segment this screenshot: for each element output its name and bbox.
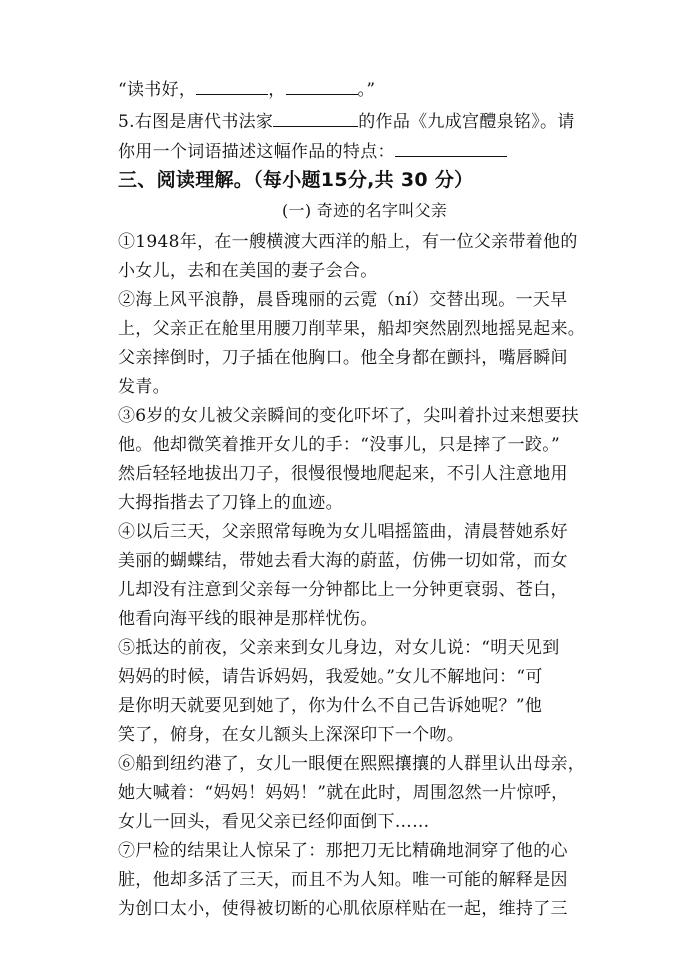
article-line: 他看向海平线的眼神是那样忧伤。 (118, 609, 378, 629)
article-line: 儿却没有注意到父亲每一分钟都比上一分钟更衰弱、苍白， (118, 580, 568, 600)
answer-blank-calligrapher[interactable] (273, 110, 358, 127)
article-line: ④以后三天，父亲照常每晚为女儿唱摇篮曲，清晨替她系好 (118, 522, 568, 542)
fill-in-text-comma: ， (268, 80, 286, 100)
answer-blank-1[interactable] (196, 78, 268, 95)
article-line: 父亲摔倒时，刀子插在他胸口。他全身都在颤抖，嘴唇瞬间 (118, 348, 568, 368)
question-5-text-c: 你用一个词语描述这幅作品的特点： (118, 142, 395, 162)
article-line: 她大喊着：“妈妈！妈妈！”就在此时，周围忽然一片惊呼， (118, 783, 569, 803)
article-line: ⑥船到纽约港了，女儿一眼便在熙熙攘攘的人群里认出母亲， (118, 754, 586, 774)
question-5-text-b: 的作品《九成宫醴泉铭》。请 (358, 112, 575, 132)
article-line: 大拇指揩去了刀锋上的血迹。 (118, 493, 343, 513)
fill-in-text-open: “读书好， (118, 80, 197, 100)
article-line: 笑了，俯身，在女儿额头上深深印下一个吻。 (118, 725, 464, 745)
article-line: 然后轻轻地拔出刀子，很慢很慢地爬起来，不引人注意地用 (118, 464, 568, 484)
article-line: 妈妈的时候，请告诉妈妈，我爱她。”女儿不解地问：“可 (118, 667, 543, 687)
answer-blank-feature[interactable] (395, 140, 507, 157)
article-line: 小女儿，去和在美国的妻子会合。 (118, 261, 378, 281)
article-line: ①1948年，在一艘横渡大西洋的船上，有一位父亲带着他的 (118, 232, 578, 252)
article-line: ⑤抵达的前夜，父亲来到女儿身边，对女儿说：“明天见到 (118, 638, 560, 658)
article-line: ③6岁的女儿被父亲瞬间的变化吓坏了，尖叫着扑过来想要扶 (118, 406, 579, 426)
article-line: 是你明天就要见到她了，你为什么不自己告诉她呢？”他 (118, 696, 543, 716)
article-line: 美丽的蝴蝶结，带她去看大海的蔚蓝，仿佛一切如常，而女 (118, 551, 568, 571)
article-line: ②海上风平浪静，晨昏瑰丽的云霓（ní）交替出现。一天早 (118, 290, 568, 310)
question-5-line-2 (118, 140, 507, 164)
article-line: ⑦尸检的结果让人惊呆了：那把刀无比精确地洞穿了他的心 (118, 841, 568, 861)
article-line: 上，父亲正在舱里用腰刀削苹果，船却突然剧烈地摇晃起来。 (118, 319, 586, 339)
article-line: 他。他却微笑着推开女儿的手：“没事儿，只是摔了一跤。” (118, 435, 560, 455)
article-line: 发青。 (118, 377, 170, 397)
article-line: 为创口太小，使得被切断的心肌依原样贴在一起，维持了三 (118, 899, 568, 919)
section-heading: 三、阅读理解。（每小题15分,共 30 分） (118, 169, 474, 191)
article-line: 女儿一回头，看见父亲已经仰面倒下…… (118, 812, 430, 832)
question-5-line-1 (118, 110, 575, 134)
fill-in-line-reading (118, 78, 375, 102)
fill-in-text-close: 。” (357, 80, 376, 100)
article-title: (一) 奇迹的名字叫父亲 (282, 201, 448, 220)
answer-blank-2[interactable] (286, 78, 358, 95)
article-line: 脏，他却多活了三天，而且不为人知。唯一可能的解释是因 (118, 870, 568, 890)
question-5-text-a: 5.右图是唐代书法家 (118, 112, 274, 132)
